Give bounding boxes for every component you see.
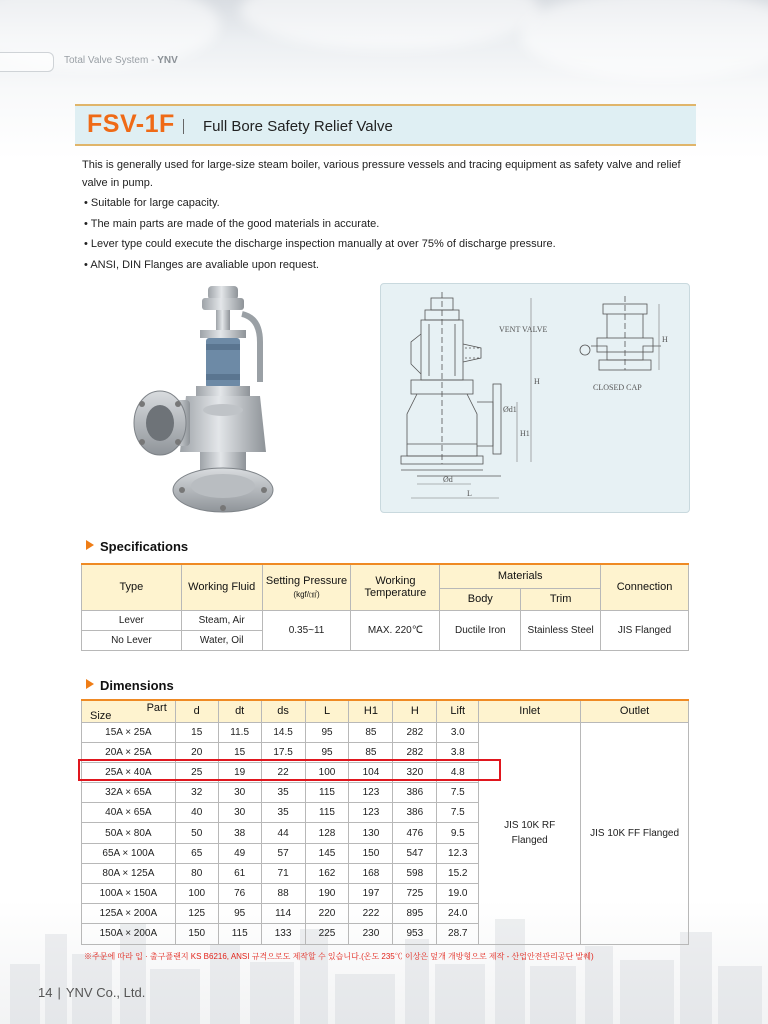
value-cell: 12.3 bbox=[437, 843, 479, 863]
fluid-cell: Water, Oil bbox=[181, 630, 262, 650]
col-type: Type bbox=[82, 564, 182, 610]
col-dt: dt bbox=[218, 700, 261, 722]
value-cell: 282 bbox=[393, 722, 437, 742]
value-cell: 598 bbox=[393, 863, 437, 883]
value-cell: 123 bbox=[349, 783, 393, 803]
dim-h1-label: H1 bbox=[520, 429, 530, 438]
footer-separator: | bbox=[57, 985, 61, 1000]
value-cell: 130 bbox=[349, 823, 393, 843]
size-cell: 32A × 65A bbox=[82, 783, 176, 803]
size-cell: 40A × 65A bbox=[82, 803, 176, 823]
header-prefix: Total Valve System - bbox=[64, 55, 158, 66]
value-cell: 220 bbox=[305, 904, 349, 924]
size-cell: 15A × 25A bbox=[82, 722, 176, 742]
value-cell: 14.5 bbox=[261, 722, 305, 742]
col-materials: Materials bbox=[440, 564, 601, 588]
value-cell: 80 bbox=[175, 863, 218, 883]
page-number: 14 bbox=[38, 985, 53, 1000]
valve-diagram bbox=[381, 284, 691, 514]
setting-pressure-unit: (kgf/㎠) bbox=[293, 590, 320, 600]
dimensions-title: Dimensions bbox=[100, 678, 174, 693]
value-cell: 85 bbox=[349, 742, 393, 762]
footnote: ※주문에 따라 입 · 출구플랜지 KS B6216, ANSI 규격으로도 제작할 수 있습니다.(온도 235℃ 이상은 덮개 개방형으로 제작 - 산업안전관리공단 발췌) bbox=[84, 952, 594, 961]
page-footer bbox=[38, 985, 145, 1000]
value-cell: 162 bbox=[305, 863, 349, 883]
type-cell: Lever bbox=[82, 610, 182, 630]
model-name: FSV-1F bbox=[87, 110, 175, 138]
size-cell: 80A × 125A bbox=[82, 863, 176, 883]
company-name: YNV Co., Ltd. bbox=[65, 985, 146, 1000]
dim-h-cap-label: H bbox=[662, 335, 668, 344]
value-cell: 19 bbox=[218, 762, 261, 782]
value-cell: 225 bbox=[305, 924, 349, 944]
valve-photo bbox=[130, 282, 315, 517]
value-cell: 76 bbox=[218, 884, 261, 904]
setting-cell: 0.35~11 bbox=[262, 610, 351, 650]
value-cell: 28.7 bbox=[437, 924, 479, 944]
value-cell: 100 bbox=[175, 884, 218, 904]
table-row bbox=[82, 722, 689, 742]
value-cell: 15.2 bbox=[437, 863, 479, 883]
value-cell: 230 bbox=[349, 924, 393, 944]
product-name: Full Bore Safety Relief Valve bbox=[203, 118, 393, 135]
value-cell: 168 bbox=[349, 863, 393, 883]
value-cell: 547 bbox=[393, 843, 437, 863]
header-system-label bbox=[64, 55, 178, 66]
value-cell: 15 bbox=[218, 742, 261, 762]
col-connection: Connection bbox=[601, 564, 689, 610]
value-cell: 71 bbox=[261, 863, 305, 883]
value-cell: 44 bbox=[261, 823, 305, 843]
value-cell: 88 bbox=[261, 884, 305, 904]
value-cell: 40 bbox=[175, 803, 218, 823]
feature-list bbox=[84, 193, 556, 275]
value-cell: 895 bbox=[393, 904, 437, 924]
technical-drawing-panel bbox=[380, 283, 690, 513]
vent-valve-label: VENT VALVE bbox=[499, 325, 548, 334]
title-divider bbox=[183, 119, 184, 134]
value-cell: 150 bbox=[175, 924, 218, 944]
feature-item: • Lever type could execute the discharge inspection manually at over 75% of discharge pressure. bbox=[84, 234, 556, 255]
header-brand: YNV bbox=[157, 55, 178, 66]
dimensions-table bbox=[81, 699, 689, 945]
dim-h-label: H bbox=[534, 377, 540, 386]
type-cell: No Lever bbox=[82, 630, 182, 650]
col-outlet: Outlet bbox=[581, 700, 689, 722]
col-h1: H1 bbox=[349, 700, 393, 722]
setting-pressure-label: Setting Pressure bbox=[265, 575, 348, 588]
value-cell: 3.8 bbox=[437, 742, 479, 762]
value-cell: 128 bbox=[305, 823, 349, 843]
value-cell: 30 bbox=[218, 803, 261, 823]
col-ds: ds bbox=[261, 700, 305, 722]
value-cell: 20 bbox=[175, 742, 218, 762]
value-cell: 22 bbox=[261, 762, 305, 782]
value-cell: 7.5 bbox=[437, 803, 479, 823]
value-cell: 7.5 bbox=[437, 783, 479, 803]
value-cell: 190 bbox=[305, 884, 349, 904]
col-body: Body bbox=[440, 588, 521, 610]
value-cell: 65 bbox=[175, 843, 218, 863]
value-cell: 57 bbox=[261, 843, 305, 863]
size-cell: 150A × 200A bbox=[82, 924, 176, 944]
value-cell: 4.8 bbox=[437, 762, 479, 782]
closed-cap-label: CLOSED CAP bbox=[593, 383, 642, 392]
value-cell: 133 bbox=[261, 924, 305, 944]
section-arrow-icon bbox=[86, 679, 94, 689]
title-bar bbox=[75, 104, 696, 146]
value-cell: 100 bbox=[305, 762, 349, 782]
value-cell: 19.0 bbox=[437, 884, 479, 904]
corner-part-label: Part bbox=[146, 702, 167, 714]
value-cell: 104 bbox=[349, 762, 393, 782]
size-cell: 20A × 25A bbox=[82, 742, 176, 762]
dim-d1-label: Ød1 bbox=[503, 405, 517, 414]
value-cell: 3.0 bbox=[437, 722, 479, 742]
value-cell: 95 bbox=[305, 722, 349, 742]
size-cell: 50A × 80A bbox=[82, 823, 176, 843]
specifications-title: Specifications bbox=[100, 539, 189, 554]
inlet-cell: JIS 10K RF Flanged bbox=[479, 722, 581, 944]
value-cell: 95 bbox=[305, 742, 349, 762]
value-cell: 85 bbox=[349, 722, 393, 742]
dimensions-heading bbox=[86, 678, 174, 693]
value-cell: 24.0 bbox=[437, 904, 479, 924]
value-cell: 95 bbox=[218, 904, 261, 924]
dim-d-label: Ød bbox=[443, 475, 453, 484]
specifications-table bbox=[81, 563, 689, 651]
col-working-fluid: Working Fluid bbox=[181, 564, 262, 610]
corner-size-label: Size bbox=[90, 709, 112, 722]
size-cell: 25A × 40A bbox=[82, 762, 176, 782]
value-cell: 115 bbox=[305, 783, 349, 803]
value-cell: 150 bbox=[349, 843, 393, 863]
value-cell: 49 bbox=[218, 843, 261, 863]
col-setting-pressure bbox=[262, 564, 351, 610]
body-cell: Ductile Iron bbox=[440, 610, 521, 650]
value-cell: 476 bbox=[393, 823, 437, 843]
trim-cell: Stainless Steel bbox=[521, 610, 601, 650]
value-cell: 386 bbox=[393, 803, 437, 823]
specifications-heading bbox=[86, 539, 188, 554]
feature-item: • The main parts are made of the good materials in accurate. bbox=[84, 214, 556, 235]
value-cell: 197 bbox=[349, 884, 393, 904]
size-cell: 100A × 150A bbox=[82, 884, 176, 904]
value-cell: 725 bbox=[393, 884, 437, 904]
value-cell: 38 bbox=[218, 823, 261, 843]
feature-item: • ANSI, DIN Flanges are avaliable upon request. bbox=[84, 255, 556, 276]
value-cell: 386 bbox=[393, 783, 437, 803]
value-cell: 953 bbox=[393, 924, 437, 944]
value-cell: 320 bbox=[393, 762, 437, 782]
col-d: d bbox=[175, 700, 218, 722]
col-lift: Lift bbox=[437, 700, 479, 722]
value-cell: 123 bbox=[349, 803, 393, 823]
value-cell: 30 bbox=[218, 783, 261, 803]
col-l: L bbox=[305, 700, 349, 722]
page-tab-decoration bbox=[0, 52, 54, 72]
value-cell: 15 bbox=[175, 722, 218, 742]
value-cell: 17.5 bbox=[261, 742, 305, 762]
value-cell: 50 bbox=[175, 823, 218, 843]
feature-item: • Suitable for large capacity. bbox=[84, 193, 556, 214]
value-cell: 115 bbox=[305, 803, 349, 823]
size-cell: 65A × 100A bbox=[82, 843, 176, 863]
size-cell: 125A × 200A bbox=[82, 904, 176, 924]
value-cell: 61 bbox=[218, 863, 261, 883]
value-cell: 282 bbox=[393, 742, 437, 762]
value-cell: 145 bbox=[305, 843, 349, 863]
connection-cell: JIS Flanged bbox=[601, 610, 689, 650]
fluid-cell: Steam, Air bbox=[181, 610, 262, 630]
value-cell: 11.5 bbox=[218, 722, 261, 742]
dimensions-body bbox=[82, 722, 689, 944]
value-cell: 35 bbox=[261, 803, 305, 823]
col-h: H bbox=[393, 700, 437, 722]
value-cell: 114 bbox=[261, 904, 305, 924]
dim-l-label: L bbox=[467, 489, 472, 498]
value-cell: 9.5 bbox=[437, 823, 479, 843]
value-cell: 35 bbox=[261, 783, 305, 803]
value-cell: 222 bbox=[349, 904, 393, 924]
col-inlet: Inlet bbox=[479, 700, 581, 722]
table-row bbox=[82, 610, 689, 630]
highlighted-row-box bbox=[78, 759, 501, 781]
value-cell: 115 bbox=[218, 924, 261, 944]
col-working-temperature: Working Temperature bbox=[351, 564, 440, 610]
intro-text: This is generally used for large-size steam boiler, various pressure vessels and tracing equipment as safety valve and relief valve in pump. bbox=[82, 159, 681, 189]
value-cell: 125 bbox=[175, 904, 218, 924]
value-cell: 25 bbox=[175, 762, 218, 782]
section-arrow-icon bbox=[86, 540, 94, 550]
value-cell: 32 bbox=[175, 783, 218, 803]
outlet-cell: JIS 10K FF Flanged bbox=[581, 722, 689, 944]
size-part-header bbox=[82, 700, 176, 722]
temp-cell: MAX. 220℃ bbox=[351, 610, 440, 650]
col-trim: Trim bbox=[521, 588, 601, 610]
